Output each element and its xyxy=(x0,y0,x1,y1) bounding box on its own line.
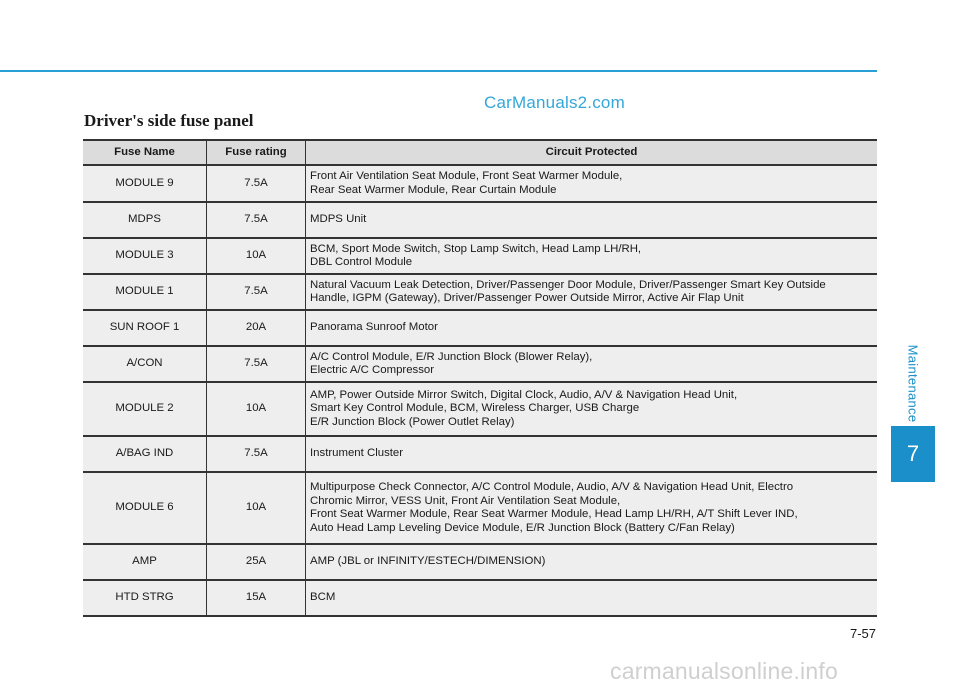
fuse-rating-cell: 7.5A xyxy=(207,274,306,310)
fuse-row xyxy=(83,238,877,274)
circuit-line: Smart Key Control Module, BCM, Wireless Charger, USB Charge xyxy=(310,402,640,415)
fuse-name-cell: MODULE 1 xyxy=(83,274,207,310)
circuit-line: Instrument Cluster xyxy=(310,447,404,460)
circuit-line: Electric A/C Compressor xyxy=(310,364,435,376)
fuse-rating-cell: 10A xyxy=(207,382,306,436)
fuse-row xyxy=(83,310,877,346)
side-tab-label-text: Maintenance xyxy=(905,344,921,422)
fuse-name-cell: MODULE 9 xyxy=(83,165,207,202)
circuit-line: BCM, Sport Mode Switch, Stop Lamp Switch, Head Lamp LH/RH, xyxy=(310,242,642,255)
fuse-name-cell: MODULE 2 xyxy=(83,382,207,436)
fuse-row xyxy=(83,165,877,202)
fuse-name-cell: MDPS xyxy=(83,202,207,238)
circuit-line: Auto Head Lamp Leveling Device Module, E/R Junction Block (Battery C/Fan Relay) xyxy=(310,521,735,534)
circuit-line: Rear Seat Warmer Module, Rear Curtain Module xyxy=(310,183,557,196)
fuse-name-cell: SUN ROOF 1 xyxy=(83,310,207,346)
fuse-rating-cell: 25A xyxy=(207,544,306,580)
fuse-row xyxy=(83,382,877,436)
fuse-rating-cell: 15A xyxy=(207,580,306,616)
fuse-row xyxy=(83,544,877,580)
circuit-protected-cell xyxy=(306,472,878,544)
page-number: 7-57 xyxy=(849,626,876,641)
fuse-name-cell: AMP xyxy=(83,544,207,580)
header-fuse-name: Fuse Name xyxy=(83,140,207,165)
circuit-line: Multipurpose Check Connector, A/C Control Module, Audio, A/V & Navigation Head Unit, Electro xyxy=(310,481,794,493)
fuse-row xyxy=(83,202,877,238)
fuse-rating-cell: 7.5A xyxy=(207,202,306,238)
fuse-row xyxy=(83,580,877,616)
fuse-rating-cell: 7.5A xyxy=(207,165,306,202)
fuse-name-cell: MODULE 3 xyxy=(83,238,207,274)
circuit-protected-cell xyxy=(306,346,878,382)
page-title: Driver's side fuse panel xyxy=(84,111,254,130)
fuse-table-header xyxy=(83,140,877,165)
fuse-table-header-row xyxy=(83,140,877,165)
chapter-tab: 7 xyxy=(891,426,935,482)
circuit-line: Front Seat Warmer Module, Rear Seat Warmer Module, Head Lamp LH/RH, A/T Shift Lever IND, xyxy=(310,508,798,520)
circuit-line: E/R Junction Block (Power Outlet Relay) xyxy=(310,415,515,428)
fuse-rating-cell: 10A xyxy=(207,472,306,544)
circuit-protected-cell xyxy=(306,436,878,472)
header-fuse-rating: Fuse rating xyxy=(207,140,306,165)
circuit-line: Handle, IGPM (Gateway), Driver/Passenger Power Outside Mirror, Active Air Flap Unit xyxy=(310,292,744,304)
top-divider-rule xyxy=(0,70,877,72)
fuse-name-cell: HTD STRG xyxy=(83,580,207,616)
circuit-line: AMP (JBL or INFINITY/ESTECH/DIMENSION) xyxy=(310,555,546,568)
fuse-name-cell: A/CON xyxy=(83,346,207,382)
circuit-protected-cell xyxy=(306,310,878,346)
circuit-line: MDPS Unit xyxy=(310,213,367,226)
header-circuit-protected: Circuit Protected xyxy=(306,140,878,165)
circuit-protected-cell xyxy=(306,544,878,580)
circuit-line: BCM xyxy=(310,591,336,604)
circuit-protected-cell xyxy=(306,580,878,616)
watermark-top[interactable]: CarManuals2.com xyxy=(484,93,625,112)
fuse-rating-cell: 10A xyxy=(207,238,306,274)
circuit-protected-cell xyxy=(306,274,878,310)
circuit-line: Front Air Ventilation Seat Module, Front Seat Warmer Module, xyxy=(310,170,623,182)
circuit-protected-cell xyxy=(306,165,878,202)
circuit-line: A/C Control Module, E/R Junction Block (Blower Relay), xyxy=(310,350,593,363)
fuse-row xyxy=(83,472,877,544)
fuse-name-cell: MODULE 6 xyxy=(83,472,207,544)
side-tab-section-label xyxy=(891,345,935,421)
watermark-bottom[interactable]: carmanualsonline.info xyxy=(610,658,838,684)
fuse-rating-cell: 7.5A xyxy=(207,346,306,382)
circuit-line: AMP, Power Outside Mirror Switch, Digital Clock, Audio, A/V & Navigation Head Unit, xyxy=(310,388,738,401)
circuit-protected-cell xyxy=(306,202,878,238)
fuse-rating-cell: 20A xyxy=(207,310,306,346)
fuse-row xyxy=(83,436,877,472)
circuit-line: Natural Vacuum Leak Detection, Driver/Passenger Door Module, Driver/Passenger Smart Key Outside xyxy=(310,278,826,291)
circuit-line: Panorama Sunroof Motor xyxy=(310,321,438,334)
circuit-protected-cell xyxy=(306,382,878,436)
circuit-line: DBL Control Module xyxy=(310,256,413,268)
fuse-rating-cell: 7.5A xyxy=(207,436,306,472)
fuse-table xyxy=(83,139,877,617)
circuit-protected-cell xyxy=(306,238,878,274)
fuse-row xyxy=(83,274,877,310)
fuse-name-cell: A/BAG IND xyxy=(83,436,207,472)
circuit-line: Chromic Mirror, VESS Unit, Front Air Ventilation Seat Module, xyxy=(310,494,621,507)
fuse-row xyxy=(83,346,877,382)
fuse-table-body xyxy=(83,165,877,616)
